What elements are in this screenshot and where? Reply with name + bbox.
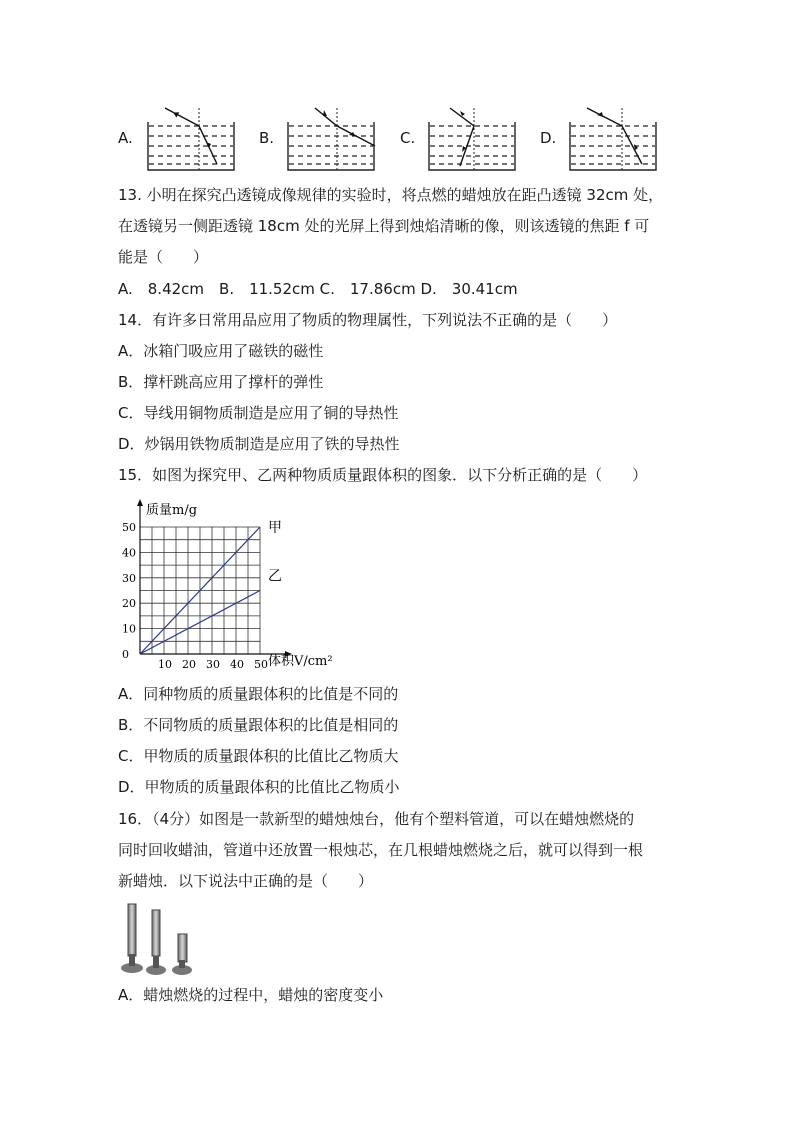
- candle-3: [172, 934, 192, 975]
- q16-line-1: 16．（4分）如图是一款新型的蜡烛烛台，他有个塑料管道，可以在蜡烛燃烧的: [118, 810, 635, 828]
- q15-option-d: D．甲物质的质量跟体积的比值比乙物质小: [118, 778, 400, 796]
- q12-option-c-label: C.: [400, 129, 416, 147]
- q13-line-2: 在透镜另一侧距透镜 18cm 处的光屏上得到烛焰清晰的像，则该透镜的焦距 f 可: [118, 217, 650, 235]
- y-tick-label: 10: [122, 622, 136, 636]
- q12-figure-a: [145, 104, 237, 174]
- candle-holder-illustration: [118, 898, 200, 978]
- q12-figure-d: [567, 104, 659, 174]
- q15-option-a: A．同种物质的质量跟体积的比值是不同的: [118, 685, 399, 703]
- q16-line-3: 新蜡烛．以下说法中正确的是（ ）: [118, 872, 374, 890]
- q14-option-a: A．冰箱门吸应用了磁铁的磁性: [118, 342, 324, 360]
- q14-option-d: D．炒锅用铁物质制造是应用了铁的导热性: [118, 435, 400, 453]
- x-tick-label: 40: [230, 658, 244, 671]
- q15-option-c: C．甲物质的质量跟体积的比值比乙物质大: [118, 747, 399, 765]
- q13-line-3: 能是（ ）: [118, 248, 209, 266]
- candle-1: [121, 904, 143, 973]
- q13-line-1: 13. 小明在探究凸透镜成像规律的实验时，将点燃的蜡烛放在距凸透镜 32cm 处，: [118, 186, 664, 204]
- y-tick-label: 0: [122, 648, 129, 661]
- q16-option-a: A．蜡烛燃烧的过程中，蜡烛的密度变小: [118, 986, 384, 1004]
- series-label-jia: 甲: [268, 520, 282, 536]
- y-tick-label: 50: [122, 521, 136, 534]
- x-tick-label: 10: [158, 658, 172, 671]
- q16-line-2: 同时回收蜡油，管道中还放置一根烛芯，在几根蜡烛燃烧之后，就可以得到一根: [118, 841, 644, 859]
- series-label-yi: 乙: [268, 568, 282, 585]
- x-tick-label: 50: [254, 658, 268, 671]
- chart-x-label: 体积V/cm²: [268, 654, 333, 669]
- q12-option-b-label: B.: [259, 129, 275, 147]
- q12-figure-b: [285, 104, 377, 174]
- chart-y-label: 质量m/g: [146, 503, 198, 518]
- q14-option-b: B．撑杆跳高应用了撑杆的弹性: [118, 373, 324, 391]
- q13-options: A. 8.42cm B. 11.52cm C. 17.86cm D. 30.41cm: [118, 280, 518, 298]
- candle-2: [146, 910, 166, 975]
- q12-option-d-label: D.: [540, 129, 557, 147]
- x-tick-label: 20: [182, 658, 196, 671]
- y-tick-label: 30: [122, 571, 136, 585]
- y-axis-arrow: [137, 499, 143, 506]
- x-tick-label: 30: [206, 658, 220, 671]
- y-tick-label: 20: [122, 597, 136, 611]
- q15-stem: 15．如图为探究甲、乙两种物质质量跟体积的图象．以下分析正确的是（ ）: [118, 466, 648, 484]
- q15-option-b: B．不同物质的质量跟体积的比值是相同的: [118, 716, 399, 734]
- q12-option-a-label: A.: [118, 129, 133, 147]
- q14-stem: 14．有许多日常用品应用了物质的物理属性，下列说法不正确的是（ ）: [118, 311, 618, 329]
- mass-volume-chart: [118, 495, 333, 675]
- q14-option-c: C．导线用铜物质制造是应用了铜的导热性: [118, 404, 399, 422]
- q12-figure-c: [426, 104, 518, 174]
- y-tick-label: 40: [122, 546, 136, 560]
